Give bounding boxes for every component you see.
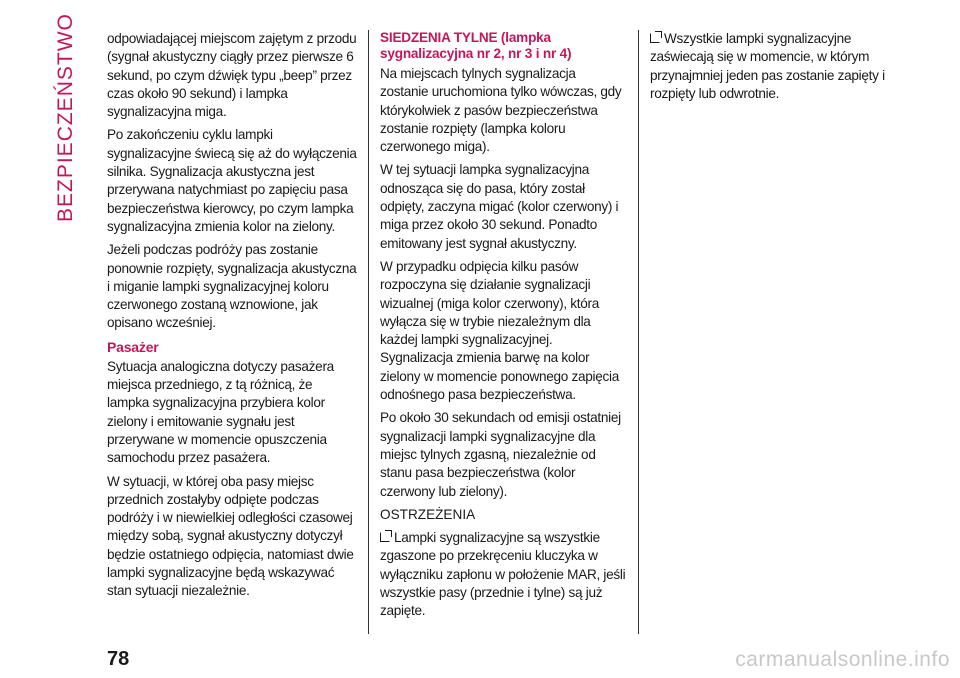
watermark: carmanualsonline.info [735,648,950,671]
paragraph: Po około 30 sekundach od emisji ostatniej sygnalizacji lampki sygnalizacyjne dla miejsc tylnych zgasną, niezależnie od stanu pasa bezpieczeństwa (kolor czerwony lub zielony). [380,410,621,499]
paragraph: W sytuacji, w której oba pasy miejsc przednich zostałyby odpięte podczas podróży i w niewielkiej odległości czasowej między sobą, sygnał akustyczny dotyczył będzie ostatniego odpięcia, natomiast dwie lampki sygnalizacyjne będą wskazywać stan sytuacji niezależnie. [107,473,354,599]
column-right [650,30,900,108]
paragraph: W tej sytuacji lampka sygnalizacyjna odnosząca się do pasa, który został odpięty, zaczyna migać (kolor czerwony) i miga przez około 30 sekund. Ponadto emitowany jest sygnał akustyczny. [380,162,619,251]
section-heading-passenger: Pasażer [107,338,159,355]
warnings-heading: OSTRZEŻENIA [380,506,476,522]
bullet-arrow-icon [380,532,390,542]
paragraph: W przypadku odpięcia kilku pasów rozpoczyna się działanie sygnalizacji wizualnej (miga kolor czerwony), która wyłącza się w trybie niezależnym dla każdej lampki sygnalizacyjnej. Sygnalizacja zmienia barwę na kolor zielony w momencie ponownego zapięcia odnośnego pasa bezpieczeństwa. [380,258,620,403]
column-divider-left [368,30,369,634]
warning-item [380,529,627,620]
section-label: BEZPIECZEŃSTWO [54,13,77,222]
column-left [107,30,357,606]
bullet-arrow-icon [650,33,660,43]
column-divider-right [638,30,639,634]
warning-item [650,30,900,103]
column-middle [380,30,627,626]
page-number: 78 [107,648,130,670]
warning-text: Lampki sygnalizacyjne są wszystkie zgaszone po przekręceniu kluczyka w wyłączniku zapłonu w położenie MAR, jeśli wszystkie pasy (przednie i tylne) są już zapięte. [380,530,626,619]
warning-text: Wszystkie lampki sygnalizacyjne zaświecają się w momencie, w którym przynajmniej jeden pas zostanie zapięty i rozpięty lub odwrotnie. [650,31,885,101]
paragraph: Jeżeli podczas podróży pas zostanie ponownie rozpięty, sygnalizacja akustyczna i miganie lampki sygnalizacyjnej koloru czerwonego zostaną wznowione, jak opisano wcześniej. [107,242,357,331]
paragraph: Po zakończeniu cyklu lampki sygnalizacyjne świecą się aż do wyłączenia silnika. Sygnalizacja akustyczna jest przerywana natychmiast po zapięciu pasa bezpieczeństwa kierowcy, po czym lampka sygnalizacyjna zmienia kolor na zielony. [107,127,357,234]
section-heading-rear-seats: SIEDZENIA TYLNE (lampka sygnalizacyjna nr 2, nr 3 i nr 4) [380,30,572,61]
paragraph: odpowiadającej miejscom zajętym z przodu (sygnał akustyczny ciągły przez pierwsze 6 sekund, po czym dźwięk typu „beep” przez czas około 90 sekund) i lampka sygnalizacyjna miga. [107,31,357,120]
paragraph: Sytuacja analogiczna dotyczy pasażera miejsca przedniego, z tą różnicą, że lampka sygnalizacyjna przybiera kolor zielony i emitowanie sygnału jest przerywane w momencie opuszczenia samochodu przez pasażera. [107,358,334,466]
paragraph: Na miejscach tylnych sygnalizacja zostanie uruchomiona tylko wówczas, gdy którykolwiek z pasów bezpieczeństwa zostanie rozpięty (lampka koloru czerwonego miga). [380,66,622,155]
